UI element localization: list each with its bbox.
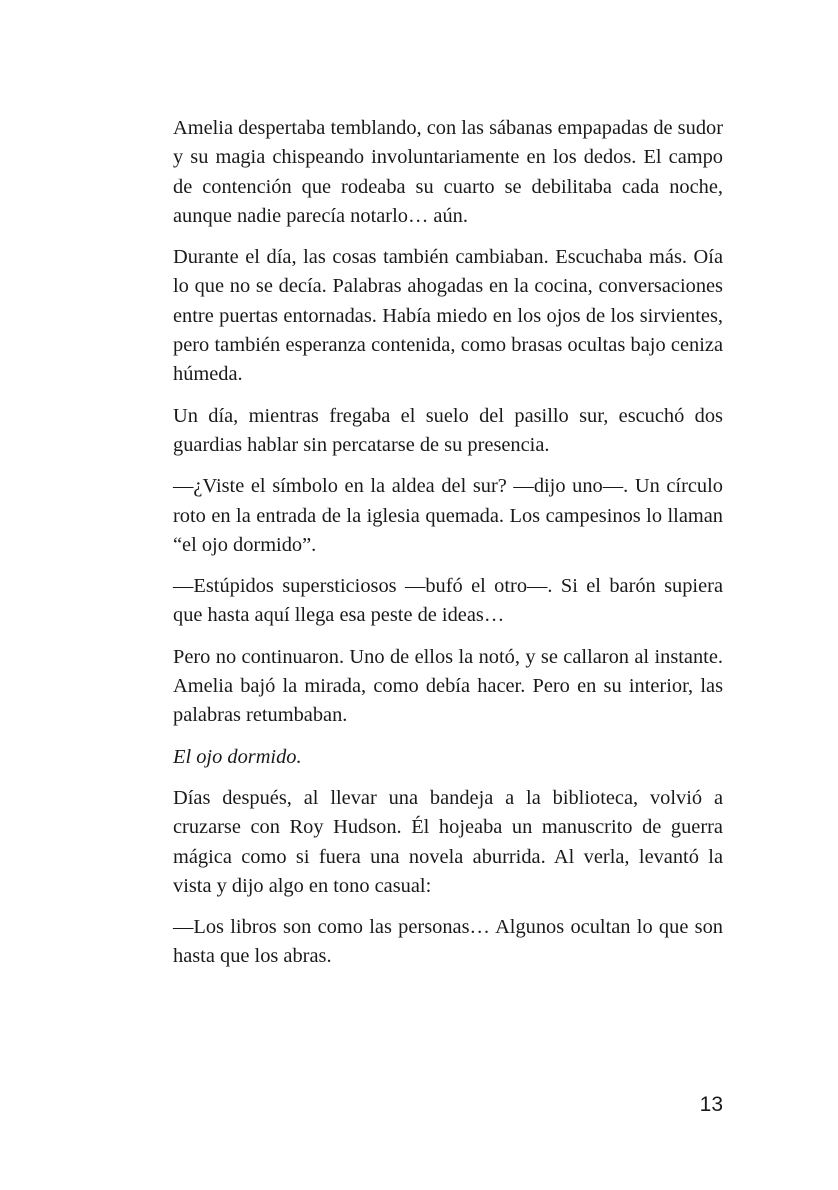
paragraph-2: Durante el día, las cosas también cambiaban. Escuchaba más. Oía lo que no se decía. Palabras ahogadas en la cocina, conversaciones entre puertas entornadas. Había miedo en los ojos de los sirvientes, pero también esperanza contenida, como brasas ocultas bajo ceniza húmeda. (173, 246, 723, 386)
paragraph-5: —Estúpidos supersticiosos —bufó el otro—. Si el barón supiera que hasta aquí llega esa peste de ideas… (173, 575, 723, 627)
paragraph-8: Días después, al llevar una bandeja a la biblioteca, volvió a cruzarse con Roy Hudson. Él hojeaba un manuscrito de guerra mágica como si fuera una novela aburrida. Al verla, levantó la vista y dijo algo en tono casual: (173, 786, 723, 897)
paragraph-6: Pero no continuaron. Uno de ellos la notó, y se callaron al instante. Amelia bajó la mirada, como debía hacer. Pero en su interior, las palabras retumbaban. (173, 645, 723, 727)
paragraph-1: Amelia despertaba temblando, con las sábanas empapadas de sudor y su magia chispeando involuntariamente en los dedos. El campo de contención que rodeaba su cuarto se debilitaba cada noche, aunque nadie parecía notarlo… aún. (173, 117, 723, 227)
page-body (173, 114, 723, 984)
paragraph-4: —¿Viste el símbolo en la aldea del sur? —dijo uno—. Un círculo roto en la entrada de la iglesia quemada. Los campesinos lo llaman “el ojo dormido”. (173, 475, 723, 556)
paragraph-7-italic: El ojo dormido. (173, 745, 302, 768)
paragraph-3: Un día, mientras fregaba el suelo del pasillo sur, escuchó dos guardias hablar sin percatarse de su presencia. (173, 404, 723, 456)
page-number: 13 (699, 1093, 723, 1116)
paragraph-9: —Los libros son como las personas… Algunos ocultan lo que son hasta que los abras. (173, 916, 723, 968)
